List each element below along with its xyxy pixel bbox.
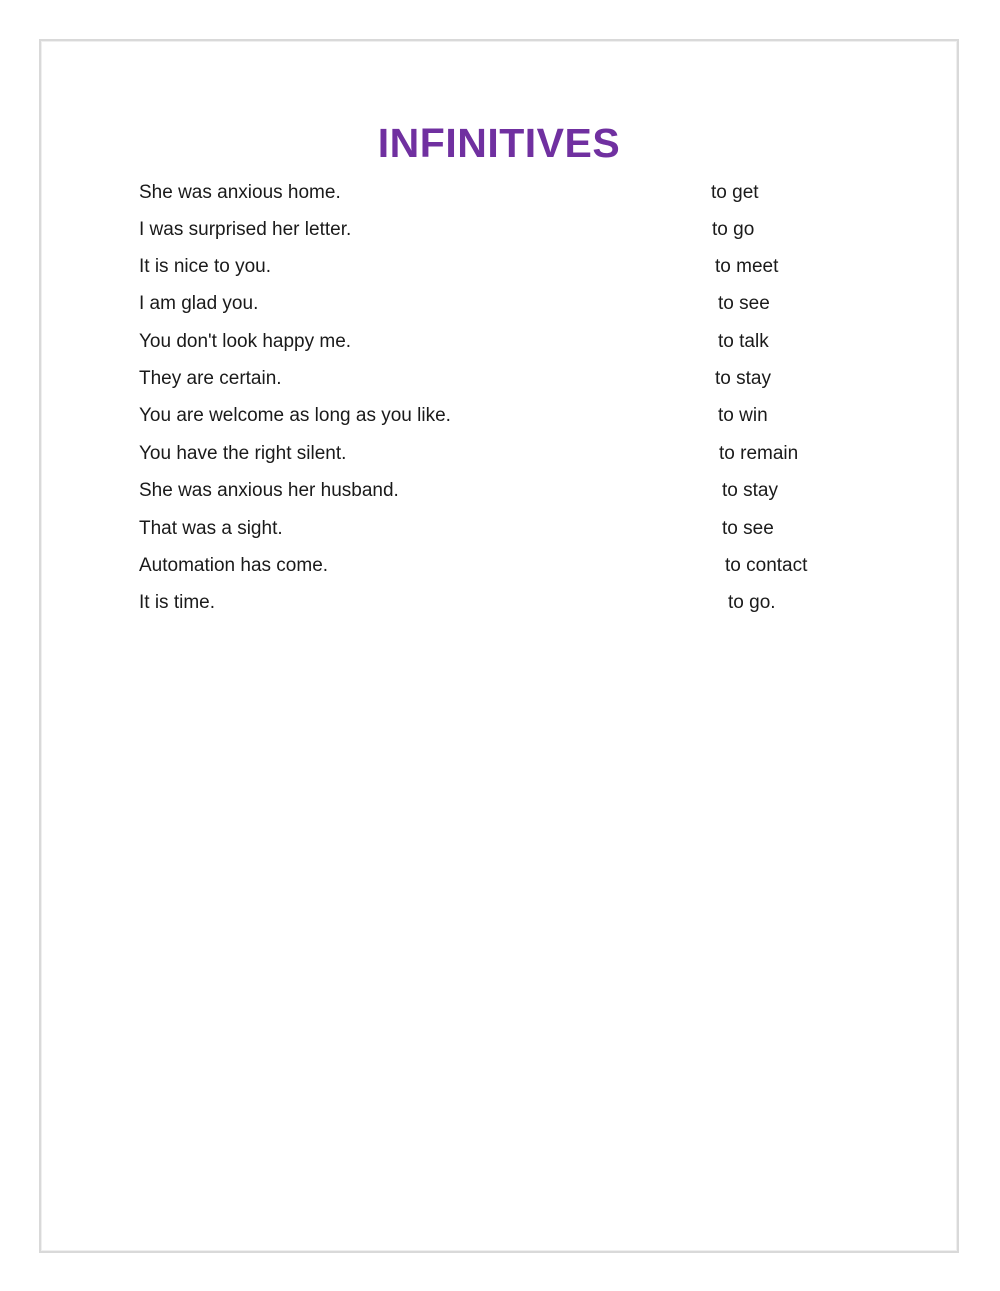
infinitive-option: to talk bbox=[718, 331, 769, 352]
infinitive-option: to contact bbox=[725, 555, 808, 576]
exercise-row bbox=[41, 551, 957, 581]
exercise-row bbox=[41, 476, 957, 506]
infinitive-option: to see bbox=[718, 293, 770, 314]
exercise-row bbox=[41, 439, 957, 469]
infinitive-option: to meet bbox=[715, 256, 779, 277]
infinitive-option: to win bbox=[718, 405, 768, 426]
sentence-text: It is time. bbox=[139, 592, 216, 613]
sentence-text: Automation has come. bbox=[139, 555, 329, 576]
exercise-row bbox=[41, 327, 957, 357]
exercise-row bbox=[41, 178, 957, 208]
exercise-row bbox=[41, 514, 957, 544]
exercise-row bbox=[41, 364, 957, 394]
sentence-text: She was anxious home. bbox=[139, 182, 341, 203]
infinitive-option: to stay bbox=[715, 368, 771, 389]
sentence-text: You have the right silent. bbox=[139, 443, 347, 464]
sentence-text: She was anxious her husband. bbox=[139, 480, 399, 501]
exercise-row bbox=[41, 252, 957, 282]
exercise-row bbox=[41, 588, 957, 618]
infinitive-option: to stay bbox=[722, 480, 778, 501]
sentence-text: I am glad you. bbox=[139, 293, 259, 314]
sentence-text: You don't look happy me. bbox=[139, 331, 352, 352]
sentence-text: That was a sight. bbox=[139, 518, 283, 539]
exercise-row bbox=[41, 215, 957, 245]
sentence-text: They are certain. bbox=[139, 368, 282, 389]
infinitive-option: to remain bbox=[719, 443, 799, 464]
exercise-row bbox=[41, 401, 957, 431]
infinitive-option: to go. bbox=[728, 592, 776, 613]
infinitive-option: to get bbox=[711, 182, 759, 203]
sentence-text: You are welcome as long as you like. bbox=[139, 405, 451, 426]
sentence-text: I was surprised her letter. bbox=[139, 219, 352, 240]
worksheet-page bbox=[39, 39, 959, 1253]
infinitive-option: to see bbox=[722, 518, 774, 539]
exercise-row bbox=[41, 289, 957, 319]
infinitive-option: to go bbox=[712, 219, 755, 240]
sentence-text: It is nice to you. bbox=[139, 256, 272, 277]
worksheet-title: INFINITIVES bbox=[377, 120, 621, 166]
